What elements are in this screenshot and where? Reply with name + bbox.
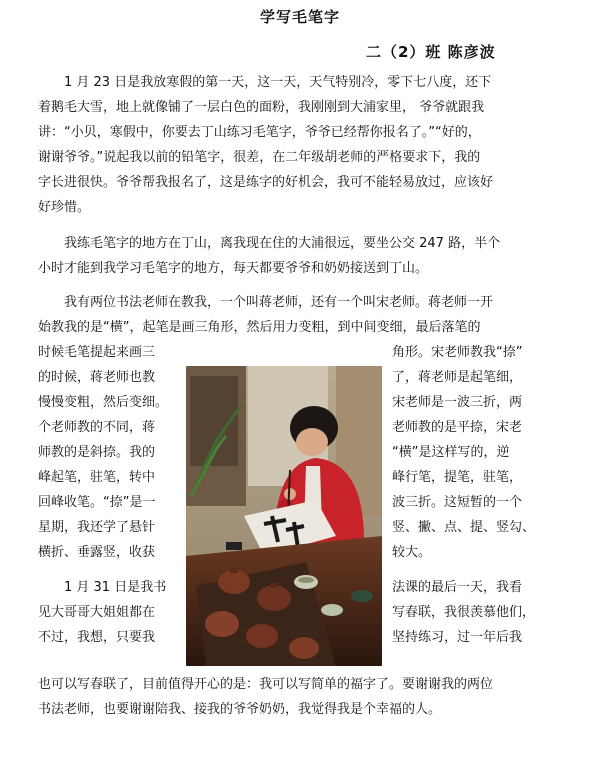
text-line-right: 老师教的是平捺，宋老	[392, 420, 523, 435]
text-line-right: 峰行笔，提笔，驻笔，	[392, 470, 523, 485]
text-line: 我有两位书法老师在教我，一个叫蒋老师，还有一个叫宋老师。蒋老师一开	[64, 295, 494, 310]
text-line-right: 角形。宋老师教我“捺”	[392, 345, 523, 360]
text-line: 着鹅毛大雪，地上就像铺了一层白色的面粉，我刚刚到大浦家里， 爷爷就跟我	[38, 100, 485, 115]
text-line-right: 法课的最后一天，我看	[392, 580, 523, 595]
text-line: 始教我的是“横”，起笔是画三角形，然后用力变粗，到中间变细，最后落笔的	[38, 320, 481, 335]
text-line-right: 波三折。这短暂的一个	[392, 495, 523, 510]
text-line-right: 了，蒋老师是起笔细，	[392, 370, 523, 385]
text-line-right: 较大。	[392, 545, 432, 560]
text-line-left: 个老师教的不同，蒋	[38, 420, 156, 435]
text-line-left: 星期，我还学了悬针	[38, 520, 156, 535]
document-title: 学写毛笔字	[259, 8, 340, 26]
calligraphy-photo	[186, 366, 382, 666]
text-line-right: 写春联，我很羡慕他们，	[392, 605, 536, 620]
text-line-left: 时候毛笔提起来画三	[38, 345, 156, 360]
text-line: 好珍惜。	[38, 200, 91, 215]
text-line: 1 月 23 日是我放寒假的第一天，这一天，天气特别冷，零下七八度，还下	[64, 75, 492, 90]
text-line-right: 宋老师是一波三折，两	[392, 395, 523, 410]
text-line: 字长进很快。爷爷帮我报名了，这是练字的好机会，我可不能轻易放过，应该好	[38, 175, 494, 190]
text-line-right: 竖、撇、点、提、竖勾、	[392, 520, 536, 535]
text-line-left: 见大哥哥大姐姐都在	[38, 605, 156, 620]
text-line-left: 师教的是斜捺。我的	[38, 445, 156, 460]
calligraphy-photo-illustration	[186, 366, 382, 666]
text-line: 讲：“小贝，寒假中，你要去丁山练习毛笔字，爷爷已经帮你报名了。”“好的，	[38, 125, 481, 140]
text-line-left: 峰起笔，驻笔，转中	[38, 470, 156, 485]
text-line-left: 的时候，蒋老师也教	[38, 370, 156, 385]
author-byline: 二（2）班 陈彦波	[366, 43, 496, 61]
text-line-left: 不过，我想，只要我	[38, 630, 156, 645]
text-line: 书法老师，也要谢谢陪我、接我的爷爷奶奶，我觉得我是个幸福的人。	[38, 702, 442, 717]
text-line-left: 回峰收笔。“捺”是一	[38, 495, 156, 510]
text-line: 我练毛笔字的地方在丁山，离我现在住的大浦很远，要坐公交 247 路，半个	[64, 236, 501, 251]
text-line: 小时才能到我学习毛笔字的地方，每天都要爷爷和奶奶接送到丁山。	[38, 261, 429, 276]
text-line: 谢谢爷爷。”说起我以前的铅笔字，很差，在二年级胡老师的严格要求下，我的	[38, 150, 481, 165]
text-line-left: 1 月 31 日是我书	[64, 580, 167, 595]
text-line-right: “横”是这样写的，逆	[392, 445, 510, 460]
text-line: 也可以写春联了，目前值得开心的是：我可以写简单的福字了。要谢谢我的两位	[38, 677, 494, 692]
text-line-left: 慢慢变粗，然后变细。	[38, 395, 169, 410]
text-line-right: 坚持练习，过一年后我	[392, 630, 523, 645]
text-line-left: 横折、垂露竖，收获	[38, 545, 156, 560]
